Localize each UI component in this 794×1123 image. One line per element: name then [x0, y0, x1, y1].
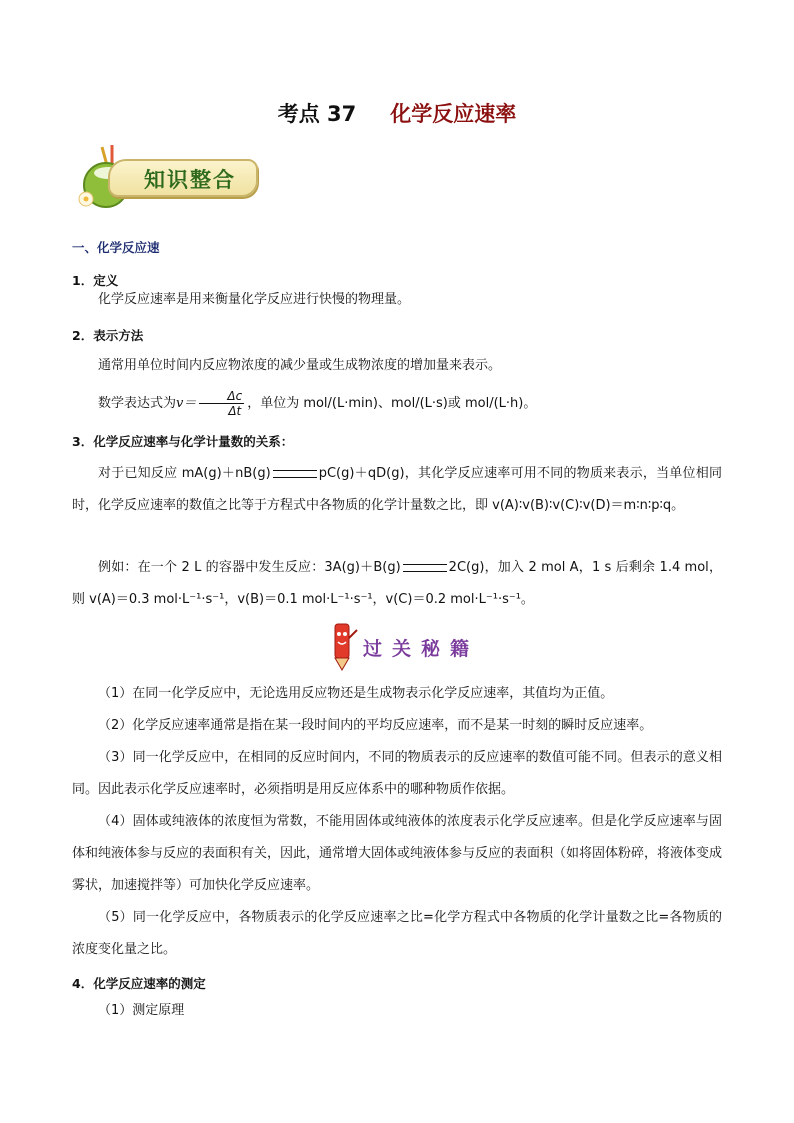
- example-paragraph: [72, 552, 722, 616]
- definition-text: 化学反应速率是用来衡量化学反应进行快慢的物理量。: [98, 292, 411, 307]
- tip-3: （3）同一化学反应中，在相同的反应时间内，不同的物质表示的反应速率的数值可能不同。但表示的意义相同。因此表示化学反应速率时，必须指明是用反应体系中的哪种物质作依据。: [72, 750, 722, 797]
- heading-definition: 1．定义: [72, 273, 119, 288]
- formula-v: v＝: [176, 396, 197, 411]
- tip-4: （4）固体或纯液体的浓度恒为常数，不能用固体或纯液体的浓度表示化学反应速率。但是化学反应速率与固体和纯液体参与反应的表面积有关，因此，通常增大固体或纯液体参与反应的表面积（如将固体粉碎，将液体变成雾状，加速搅拌等）可加快化学反应速率。: [72, 814, 723, 893]
- tip-5: （5）同一化学反应中，各物质表示的化学反应速率之比=化学方程式中各物质的化学计量数之比=各物质的浓度变化量之比。: [72, 910, 722, 957]
- topic-number: 考点 37: [277, 102, 357, 126]
- measurement-sub: （1）测定原理: [98, 1003, 185, 1018]
- heading-representation: 2．表示方法: [72, 328, 144, 343]
- badge-banner: [108, 159, 258, 197]
- formula-suffix: ，单位为 mol/(L·min)、mol/(L·s)或 mol/(L·h)。: [247, 396, 537, 411]
- heading-relation: 3．化学反应速率与化学计量数的关系：: [72, 434, 294, 449]
- pencil-mascot-icon: [323, 618, 363, 674]
- equilibrium-sign: [273, 470, 317, 478]
- relation-text-b: pC(g)＋qD(g)，其化学反应速率可用不同的物质来表示，当单位相同时，化学反应速率的数值之比等于方程式中各物质的化学计量数之比，即 v(A)∶v(B)∶v(C)∶v(D)＝m∶n∶p∶q。: [72, 466, 722, 513]
- relation-text-a: 对于已知反应 mA(g)＋nB(g): [98, 466, 271, 481]
- tip-2: （2）化学反应速率通常是指在某一段时间内的平均反应速率，而不是某一时刻的瞬时反应速率。: [98, 718, 653, 733]
- fraction-numerator: Δc: [199, 389, 244, 404]
- page-title: [0, 98, 794, 128]
- secret-badge: [323, 618, 483, 674]
- secret-label: 过关秘籍: [363, 638, 480, 660]
- topic-title: 化学反应速率: [390, 102, 517, 126]
- formula-line: [72, 386, 722, 422]
- example-text-b: 2C(g)，加入 2 mol A，1 s 后剩余 1.4 mol，则 v(A)＝0.3 mol·L⁻¹·s⁻¹，v(B)＝0.1 mol·L⁻¹·s⁻¹，v(C)＝0.2 mol·L⁻¹·s⁻¹。: [72, 560, 722, 607]
- badge-label: 知识整合: [144, 168, 236, 192]
- tip-1: （1）在同一化学反应中，无论选用反应物还是生成物表示化学反应速率，其值均为正值。: [98, 686, 614, 701]
- formula-prefix: 数学表达式为: [98, 396, 177, 411]
- equilibrium-sign-2: [403, 564, 447, 572]
- relation-paragraph: [72, 458, 722, 522]
- fraction-denominator: Δt: [228, 404, 242, 418]
- example-text-a: 例如：在一个 2 L 的容器中发生反应：3A(g)＋B(g): [98, 560, 401, 575]
- heading-measurement: 4．化学反应速率的测定: [72, 976, 206, 991]
- representation-text: 通常用单位时间内反应物浓度的减少量或生成物浓度的增加量来表示。: [98, 358, 502, 373]
- knowledge-badge: [72, 141, 256, 211]
- rate-fraction: [199, 389, 244, 418]
- section-heading-rate: 一、化学反应速: [72, 240, 160, 255]
